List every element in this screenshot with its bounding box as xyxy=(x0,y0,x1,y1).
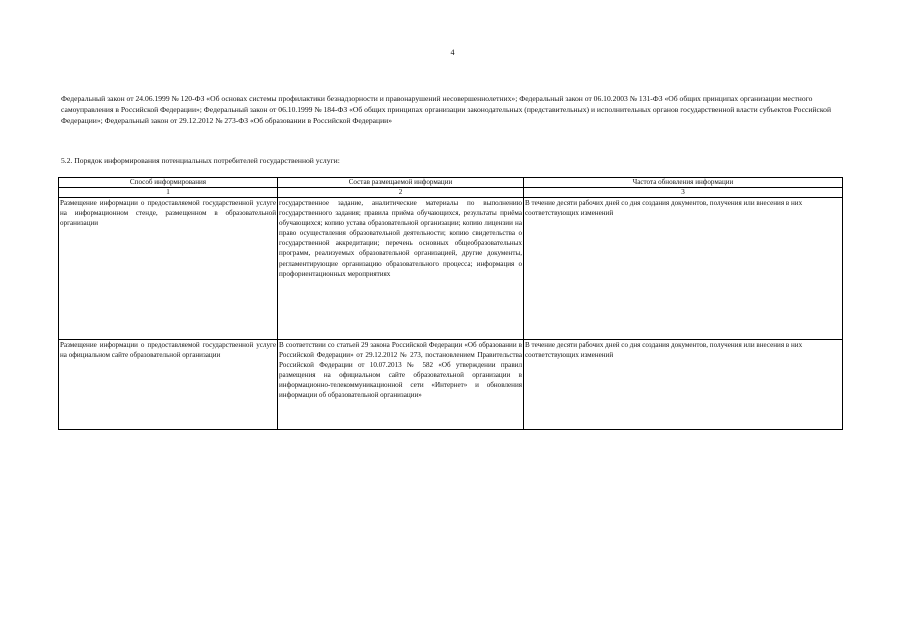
legal-references-paragraph: Федеральный закон от 24.06.1999 № 120-ФЗ «Об основах системы профилактики безнадзорности и правонарушений несовершеннолетних»; Федеральный закон от 06.10.2003 № 131-ФЗ «Об общих принципах организации местного самоуправления в Российской Федерации»; Федеральный закон от 06.10.1999 № 184-ФЗ «Об общих принципах организации законодательных (представительных) и исполнительных органов государственной власти субъектов Российской Федерации»; Федеральный закон от 29.12.2012 № 273-ФЗ «Об образовании в Российской Федерации» xyxy=(61,94,832,125)
column-number: 2 xyxy=(278,188,524,198)
information-procedure-table xyxy=(58,177,843,430)
header-frequency: Частота обновления информации xyxy=(524,178,843,188)
column-number-row xyxy=(59,188,843,198)
table-header-row xyxy=(59,178,843,188)
header-content: Состав размещаемой информации xyxy=(278,178,524,188)
section-heading: 5.2. Порядок информирования потенциальных потребителей государственной услуги: xyxy=(61,156,340,165)
column-number: 3 xyxy=(524,188,843,198)
content-cell: государственное задание, аналитические материалы по выполнению государственного задания; правила приёма обучающихся, результаты приёма обучающихся; копию устава образовательной организации; копию лицензии на право осуществления образовательной деятельности; копию свидетельства о государственной аккредитации; перечень основных общеобразовательных программ, реализуемых образовательной организацией, другие документы, регламентирующие организацию образовательного процесса; информация о профориентационных мероприятиях xyxy=(278,198,524,340)
method-cell: Размещение информации о предоставляемой государственной услуге на официальном сайте образовательной организации xyxy=(59,340,278,430)
header-method: Способ информирования xyxy=(59,178,278,188)
content-cell: В соответствии со статьей 29 закона Российской Федерации «Об образовании в Российской Федерации» от 29.12.2012 № 273, постановлением Правительства Российской Федерации от 10.07.2013 № 582 «Об утверждении правил размещения на официальном сайте образовательной организации в информационно-телекоммуникационной сети «Интернет» и обновления информации об образовательной организации» xyxy=(278,340,524,430)
table-row xyxy=(59,340,843,430)
table-row xyxy=(59,198,843,340)
frequency-cell: В течение десяти рабочих дней со дня создания документов, получения или внесения в них соответствующих изменений xyxy=(524,198,843,340)
page-number: 4 xyxy=(450,48,455,57)
frequency-cell: В течение десяти рабочих дней со дня создания документов, получения или внесения в них соответствующих изменений xyxy=(524,340,843,430)
column-number: 1 xyxy=(59,188,278,198)
method-cell: Размещение информации о предоставляемой государственной услуге на информационном стенде, размещенном в образовательной организации xyxy=(59,198,278,340)
